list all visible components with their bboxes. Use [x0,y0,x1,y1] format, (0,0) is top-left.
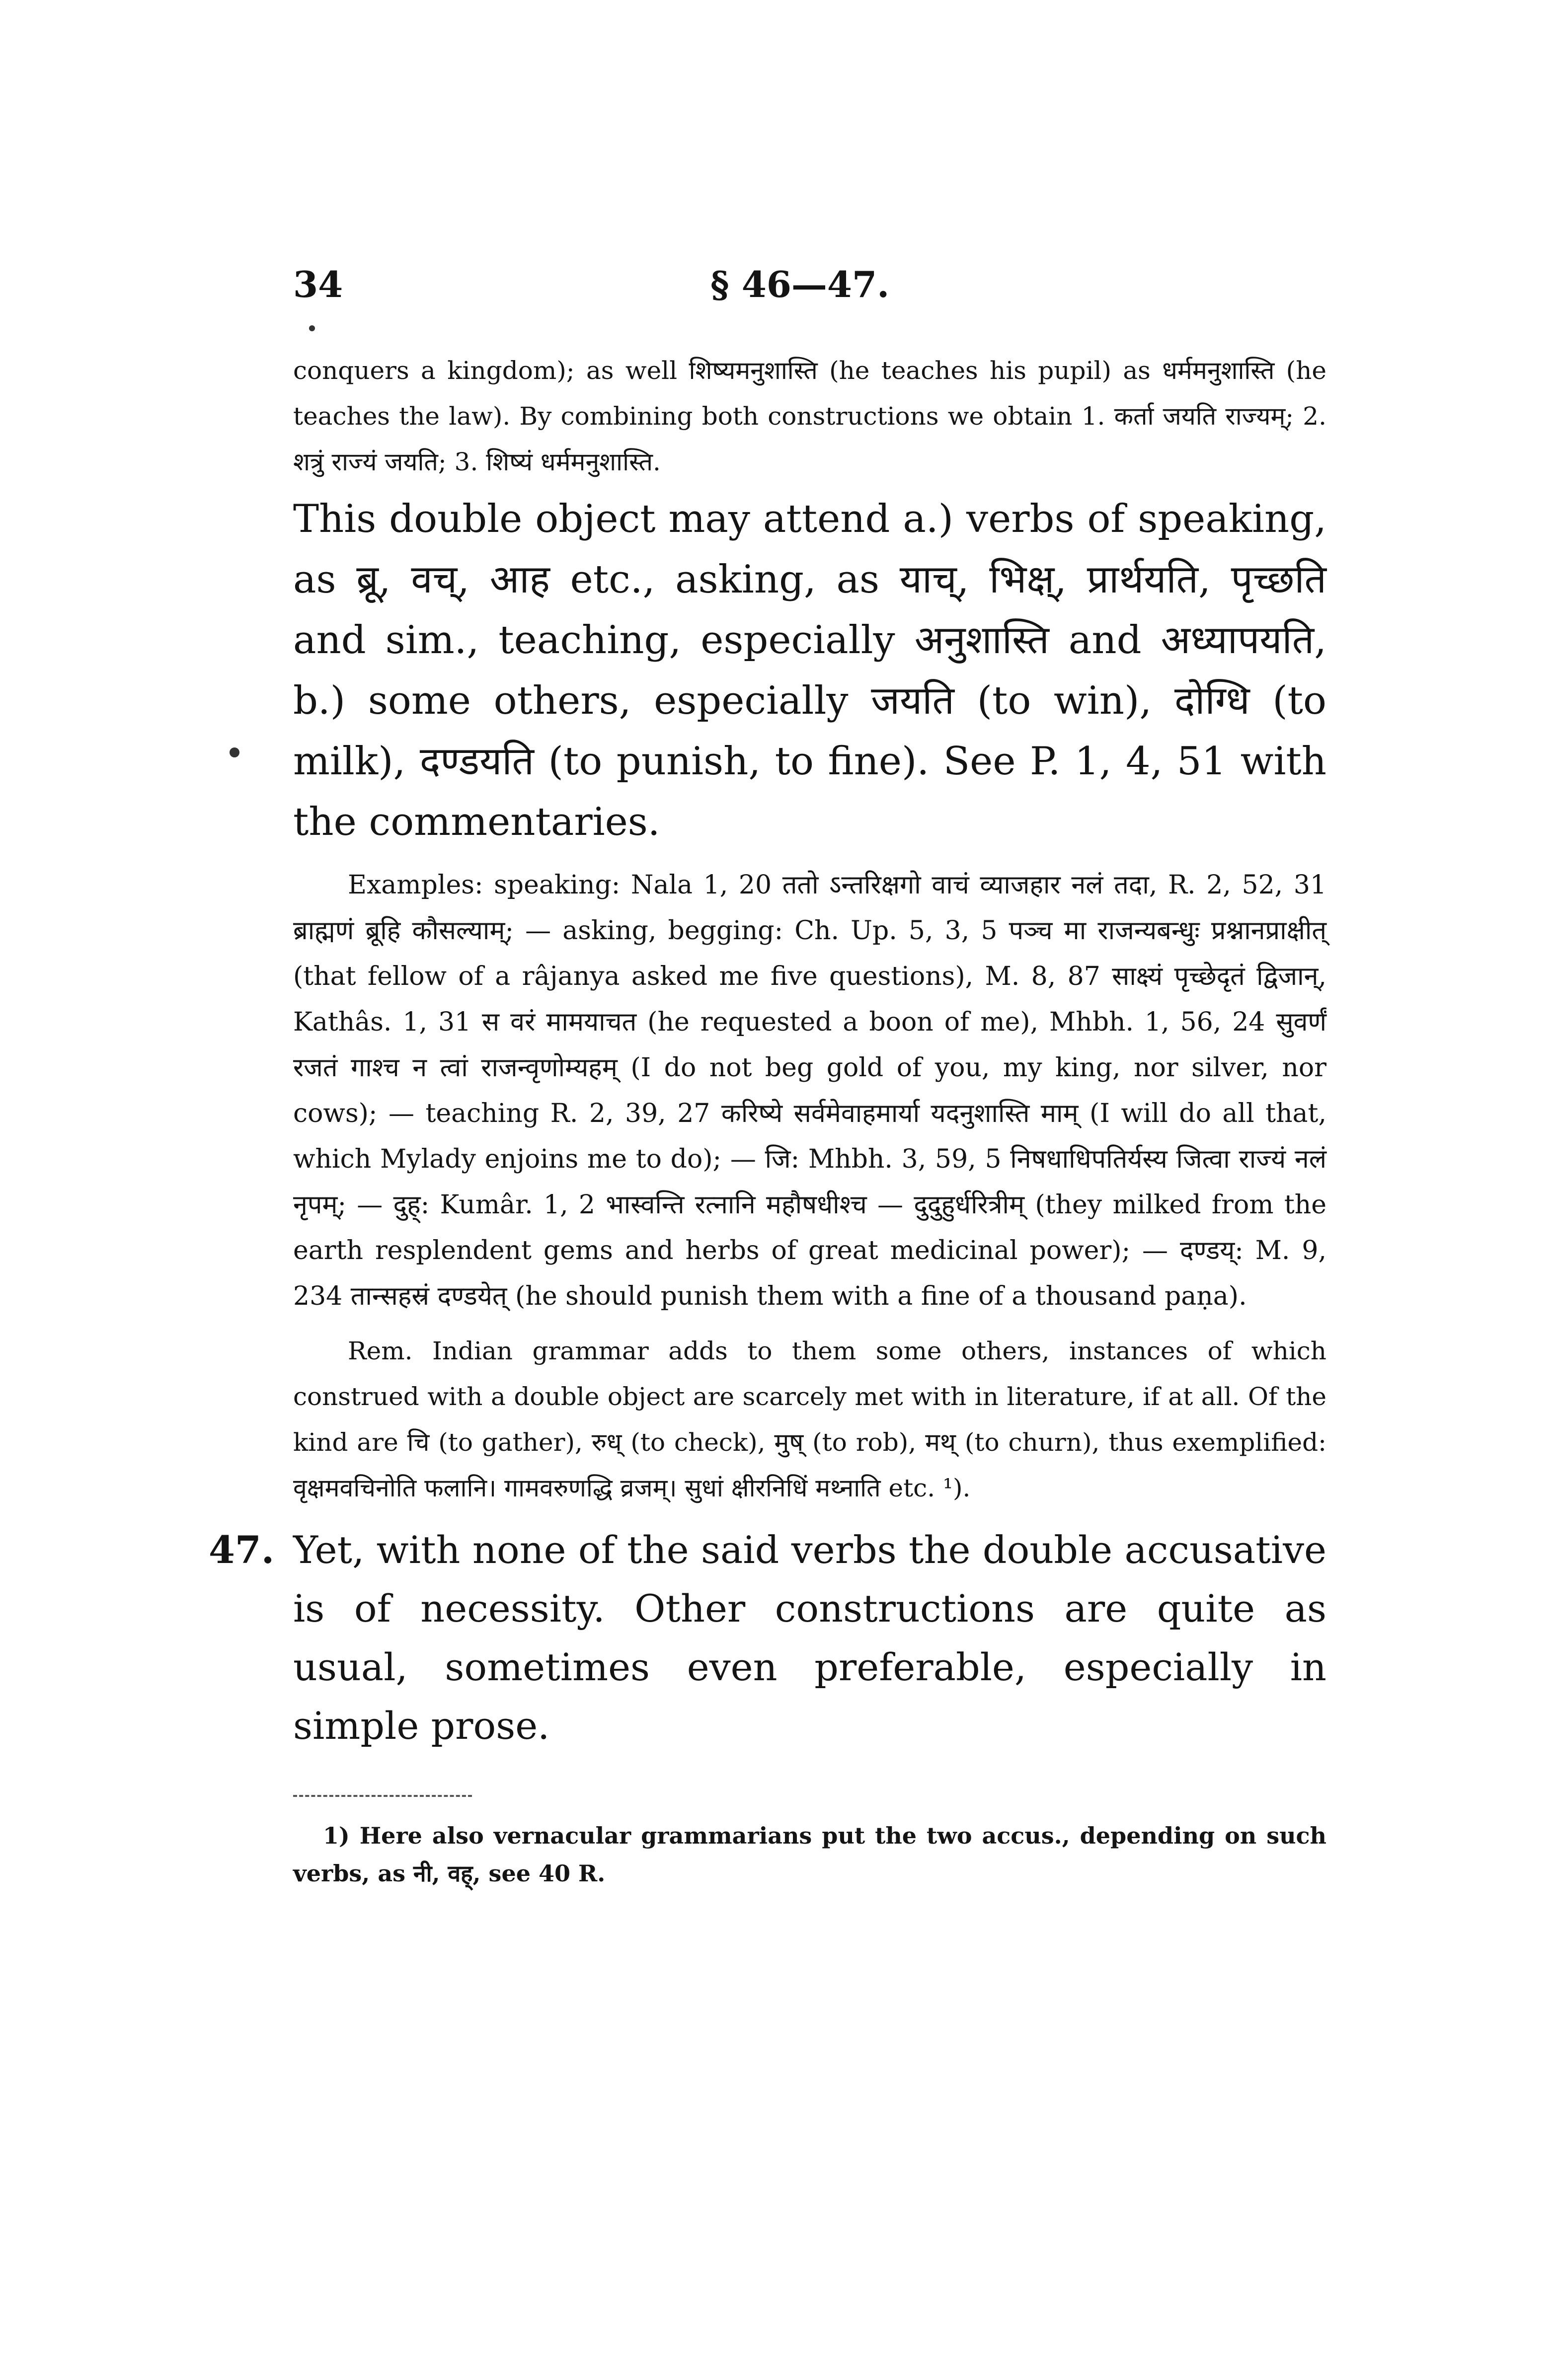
section-47-number: 47. [209,1528,275,1572]
footnote: 1) Here also vernacular grammarians put the two accus., depending on such verbs, as नी, वह्, see 40 R. [293,1822,1326,1887]
intro-paragraph: conquers a kingdom); as well शिष्यमनुशास्ति (he teaches his pupil) as धर्ममनुशास्ति (he teaches the law). By combining both constructions we obtain 1. कर्ता जयति राज्यम्; 2. शत्रुं राज्यं जयति; 3. शिष्यं धर्ममनुशास्ति. [293,356,1326,476]
remark-paragraph: Rem. Indian grammar adds to them some others, instances of which construed with a double object are scarcely met with in literature, if at all. Of the kind are चि (to gather), रुध् (to check), मुष् (to rob), मथ् (to churn), thus exemplified: वृक्षमवचिनोति फलानि। गामवरुणद्धि व्रजम्। सुधां क्षीरनिधिं मथ्नाति etc. ¹). [293,1337,1326,1502]
footnote-divider [293,1795,472,1797]
page-body [209,348,1326,1892]
page-number: 34 [293,263,343,305]
page-header [293,263,1326,313]
double-object-paragraph: This double object may attend a.) verbs of speaking, as ब्रू, वच्, आह etc., asking, as याच्, भिक्ष्, प्रार्थयति, पृच्छति and sim., teaching, especially अनुशास्ति and अध्यापयति, b.) some others, especially जयति (to win), दोग्धि (to milk), दण्डयति (to punish, to fine). See P. 1, 4, 51 with the commentaries. [293,497,1326,844]
examples-paragraph: Examples: speaking: Nala 1, 20 ततो ऽन्तरिक्षगो वाचं व्याजहार नलं तदा, R. 2, 52, 31 ब्राह्मणं ब्रूहि कौसल्याम्; — asking, begging: Ch. Up. 5, 3, 5 पञ्च मा राजन्यबन्धुः प्रश्नानप्राक्षीत् (that fellow of a râjanya asked me five questions), M. 8, 87 साक्ष्यं पृच्छेदृतं द्विजान्, Kathâs. 1, 31 स वरं मामयाचत (he requested a boon of me), Mhbh. 1, 56, 24 सुवर्णं रजतं गाश्च न त्वां राजन्वृणोम्यहम् (I do not beg gold of you, my king, nor silver, nor cows); — teaching R. 2, 39, 27 करिष्ये सर्वमेवाहमार्या यदनुशास्ति माम् (I will do all that, which Mylady enjoins me to do); — जि: Mhbh. 3, 59, 5 निषधाधिपतिर्यस्य जित्वा राज्यं नलं नृपम्; — दुह्: Kumâr. 1, 2 भास्वन्ति रत्नानि महौषधीश्च — दुदुहुर्धरित्रीम् (they milked from the earth resplendent gems and herbs of great medicinal power); — दण्डय्: M. 9, 234 तान्सहस्रं दण्डयेत् (he should punish them with a fine of a thousand paṇa). [293,870,1326,1311]
section-47 [209,1521,1326,1755]
section-range-heading: § 46—47. [710,263,890,305]
margin-bullet-mark [230,747,239,757]
stray-dot-mark [309,325,315,331]
section-47-text: Yet, with none of the said verbs the double accusative is of necessity. Other constructions are quite as usual, sometimes even preferable, especially in simple prose. [293,1528,1326,1748]
